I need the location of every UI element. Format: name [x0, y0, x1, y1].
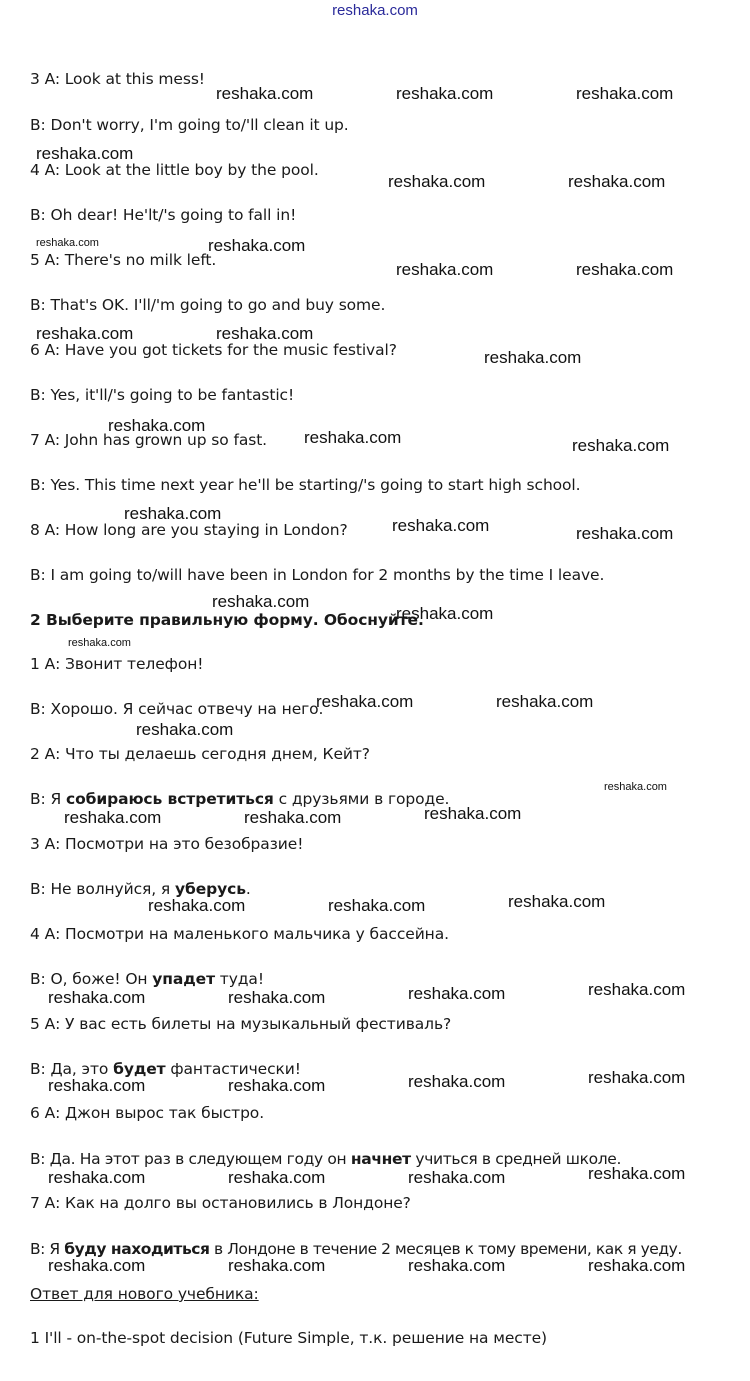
watermark: reshaka.com: [484, 348, 582, 367]
site-header[interactable]: reshaka.com: [332, 2, 418, 19]
watermark: reshaka.com: [408, 1072, 506, 1091]
watermark: reshaka.com: [64, 808, 162, 827]
line-7a: 7 A: John has grown up so fast.: [30, 431, 268, 449]
watermark: reshaka.com: [588, 980, 686, 999]
answer-heading: Ответ для нового учебника:: [30, 1285, 259, 1303]
watermark: reshaka.com: [576, 84, 674, 103]
line-5b: B: That's OK. I'll/'m going to go and buy some.: [30, 296, 386, 314]
line-3a: 3 A: Look at this mess!: [30, 70, 205, 88]
text-part: учиться в средней школе.: [410, 1150, 622, 1168]
text-part: туда!: [214, 970, 264, 988]
ru-line-5a: 5 А: У вас есть билеты на музыкальный фестиваль?: [30, 1015, 452, 1033]
watermark: reshaka.com: [576, 260, 674, 279]
line-5a: 5 A: There's no milk left.: [30, 251, 217, 269]
watermark: reshaka.com: [244, 808, 342, 827]
text-part: в Лондоне в течение 2 месяцев к тому времени, как я уеду.: [209, 1240, 682, 1258]
ru-line-1a: 1 А: Звонит телефон!: [30, 655, 204, 673]
bold-answer: буду находиться: [64, 1240, 210, 1258]
bold-answer: собираюсь встретиться: [65, 790, 274, 808]
watermark: reshaka.com: [572, 436, 670, 455]
line-6b: B: Yes, it'll/'s going to be fantastic!: [30, 386, 295, 404]
line-6a: 6 A: Have you got tickets for the music festival?: [30, 341, 397, 359]
watermark: reshaka.com: [228, 988, 326, 1007]
watermark: reshaka.com: [36, 324, 134, 343]
watermark: reshaka.com: [604, 781, 667, 793]
bold-answer: упадет: [152, 970, 215, 988]
text-part: B: Не волнуйся, я: [30, 880, 175, 898]
watermark: reshaka.com: [388, 172, 486, 191]
answer-line-1: 1 I'll - on-the-spot decision (Future Simple, т.к. решение на месте): [30, 1329, 548, 1347]
ru-line-3a: 3 А: Посмотри на это безобразие!: [30, 835, 304, 853]
line-4a: 4 A: Look at the little boy by the pool.: [30, 161, 319, 179]
watermark: reshaka.com: [216, 324, 314, 343]
ru-line-7a: 7 А: Как на долго вы остановились в Лондоне?: [30, 1194, 411, 1212]
watermark: reshaka.com: [424, 804, 522, 823]
watermark: reshaka.com: [48, 1256, 146, 1275]
watermark: reshaka.com: [588, 1068, 686, 1087]
watermark: reshaka.com: [216, 84, 314, 103]
bold-answer: будет: [113, 1060, 166, 1078]
watermark: reshaka.com: [228, 1076, 326, 1095]
bold-answer: уберусь: [174, 880, 246, 898]
text-part: B: Да, это: [30, 1060, 114, 1078]
watermark: reshaka.com: [408, 1256, 506, 1275]
watermark: reshaka.com: [396, 604, 494, 623]
watermark: reshaka.com: [108, 416, 206, 435]
watermark: reshaka.com: [212, 592, 310, 611]
watermark: reshaka.com: [48, 1076, 146, 1095]
ru-line-6a: 6 А: Джон вырос так быстро.: [30, 1104, 265, 1122]
ru-line-2b: [30, 790, 449, 808]
watermark: reshaka.com: [228, 1168, 326, 1187]
bold-answer: начнет: [350, 1150, 411, 1168]
text-part: B: Я: [30, 790, 66, 808]
text-part: фантастически!: [165, 1060, 301, 1078]
watermark: reshaka.com: [48, 988, 146, 1007]
watermark: reshaka.com: [396, 84, 494, 103]
watermark: reshaka.com: [228, 1256, 326, 1275]
watermark: reshaka.com: [48, 1168, 146, 1187]
ru-line-2a: 2 А: Что ты делаешь сегодня днем, Кейт?: [30, 745, 370, 763]
watermark: reshaka.com: [36, 237, 99, 249]
watermark: reshaka.com: [148, 896, 246, 915]
watermark: reshaka.com: [136, 720, 234, 739]
text-part: B: Я: [30, 1240, 65, 1258]
text-part: B: Да. На этот раз в следующем году он: [30, 1150, 351, 1168]
text-part: с друзьями в городе.: [273, 790, 450, 808]
watermark: reshaka.com: [576, 524, 674, 543]
watermark: reshaka.com: [588, 1256, 686, 1275]
watermark: reshaka.com: [496, 692, 594, 711]
line-3b: B: Don't worry, I'm going to/'ll clean it up.: [30, 116, 349, 134]
ru-line-6b: [30, 1150, 621, 1168]
watermark: reshaka.com: [208, 236, 306, 255]
watermark: reshaka.com: [396, 260, 494, 279]
watermark: reshaka.com: [36, 144, 134, 163]
watermark: reshaka.com: [68, 637, 131, 649]
ru-line-4b: [30, 970, 264, 988]
section-heading: 2 Выберите правильную форму. Обоснуйте.: [30, 611, 424, 629]
text-part: B: О, боже! Он: [30, 970, 153, 988]
line-7b: B: Yes. This time next year he'll be starting/'s going to start high school.: [30, 476, 581, 494]
watermark: reshaka.com: [508, 892, 606, 911]
watermark: reshaka.com: [568, 172, 666, 191]
watermark: reshaka.com: [316, 692, 414, 711]
text-part: .: [245, 880, 251, 898]
line-8a: 8 A: How long are you staying in London?: [30, 521, 348, 539]
watermark: reshaka.com: [408, 1168, 506, 1187]
watermark: reshaka.com: [408, 984, 506, 1003]
watermark: reshaka.com: [588, 1164, 686, 1183]
ru-line-4a: 4 А: Посмотри на маленького мальчика у бассейна.: [30, 925, 449, 943]
watermark: reshaka.com: [328, 896, 426, 915]
watermark: reshaka.com: [392, 516, 490, 535]
line-8b: B: I am going to/will have been in London for 2 months by the time I leave.: [30, 566, 605, 584]
ru-line-1b: B: Хорошо. Я сейчас отвечу на него.: [30, 700, 324, 718]
line-4b: B: Oh dear! He'lt/'s going to fall in!: [30, 206, 297, 224]
watermark: reshaka.com: [124, 504, 222, 523]
watermark: reshaka.com: [304, 428, 402, 447]
